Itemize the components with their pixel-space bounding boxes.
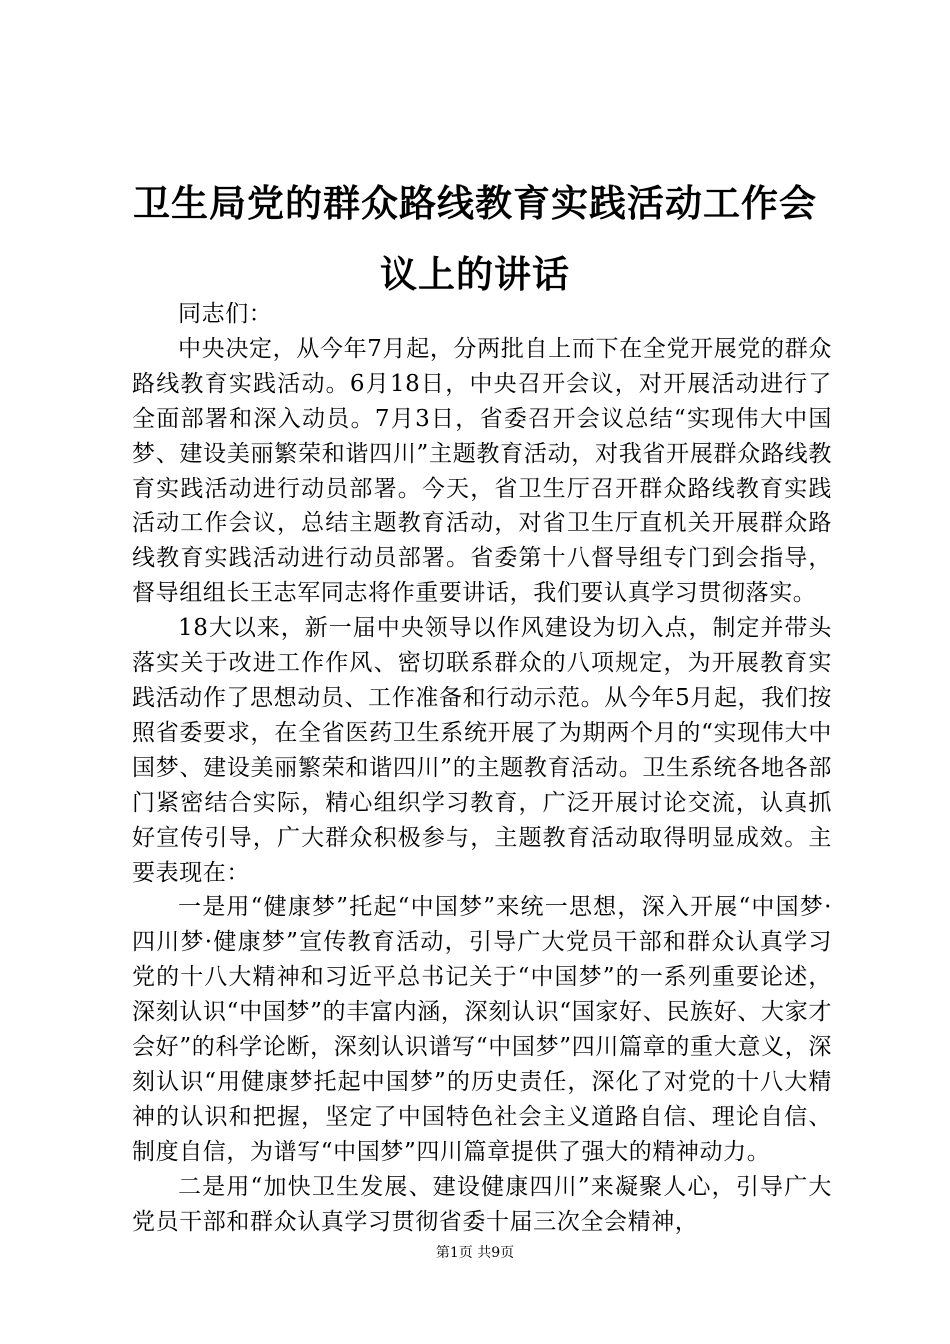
paragraph-point-two: 二是用“加快卫生发展、建设健康四川”来凝聚人心，引导广大党员干部和群众认真学习贯彻省委十届三次全会精神， xyxy=(132,1173,832,1235)
document-title: 卫生局党的群众路线教育实践活动工作会议上的讲话 xyxy=(133,182,817,296)
page-number-footer: 第1页 共9页 xyxy=(435,1245,515,1261)
paragraph-intro: 中央决定，从今年7月起，分两批自上而下在全党开展党的群众路线教育实践活动。6月18日，中央召开会议，对开展活动进行了全面部署和深入动员。7月3日，省委召开会议总结“实现伟大中国梦、建设美丽繁荣和谐四川”主题教育活动，对我省开展群众路线教育实践活动进行动员部署。今天，省卫生厅召开群众路线教育实践活动工作会议，总结主题教育活动，对省卫生厅直机关开展群众路线教育实践活动进行动员部署。省委第十八督导组专门到会指导，督导组组长王志军同志将作重要讲话，我们要认真学习贯彻落实。 xyxy=(132,335,832,607)
document-body xyxy=(132,297,832,1239)
salutation: 同志们： xyxy=(178,301,273,327)
paragraph-background: 18大以来，新一届中央领导以作风建设为切入点，制定并带头落实关于改进工作作风、密切联系群众的八项规定，为开展教育实践活动作了思想动员、工作准备和行动示范。从今年5月起，我们按照省委要求，在全省医药卫生系统开展了为期两个月的“实现伟大中国梦、建设美丽繁荣和谐四川”的主题教育活动。卫生系统各地各部门紧密结合实际，精心组织学习教育，广泛开展讨论交流，认真抓好宣传引导，广大群众积极参与，主题教育活动取得明显成效。主要表现在： xyxy=(132,615,832,886)
paragraph-point-one: 一是用“健康梦”托起“中国梦”来统一思想，深入开展“中国梦·四川梦·健康梦”宣传教育活动，引导广大党员干部和群众认真学习党的十八大精神和习近平总书记关于“中国梦”的一系列重要论述，深刻认识“中国梦”的丰富内涵，深刻认识“国家好、民族好、大家才会好”的科学论断，深刻认识谱写“中国梦”四川篇章的重大意义，深刻认识“用健康梦托起中国梦”的历史责任，深化了对党的十八大精神的认识和把握，坚定了中国特色社会主义道路自信、理论自信、制度自信，为谱写“中国梦”四川篇章提供了强大的精神动力。 xyxy=(132,894,832,1165)
